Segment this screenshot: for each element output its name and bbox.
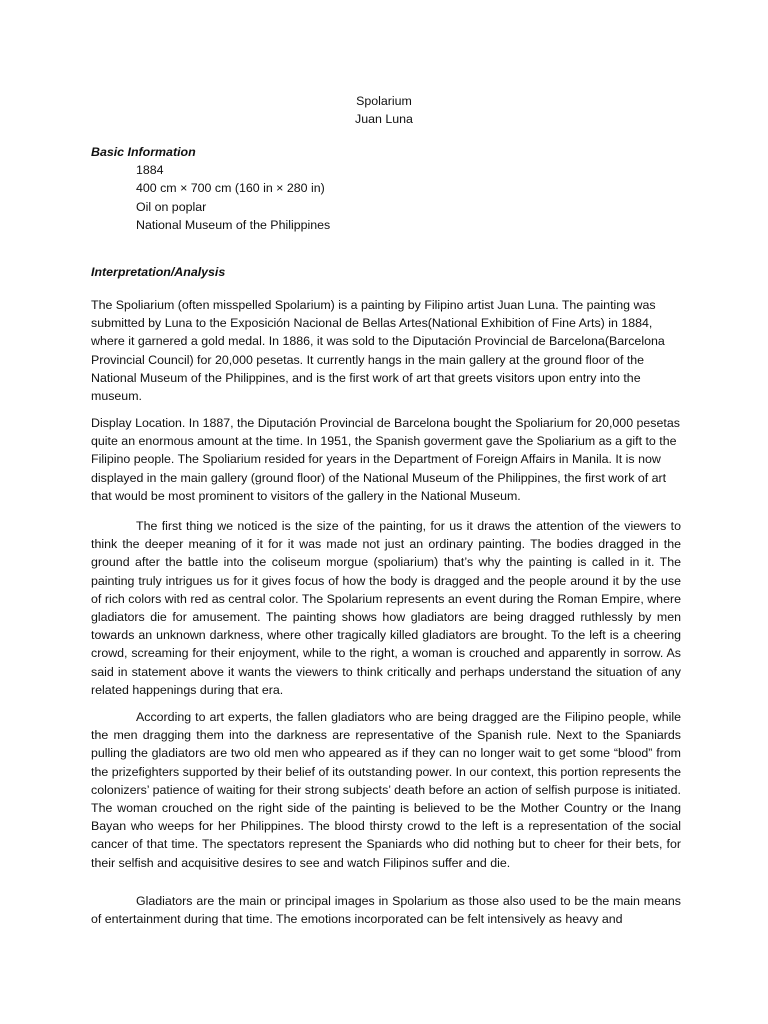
info-location: National Museum of the Philippines (136, 217, 331, 232)
basic-info-section (91, 143, 681, 234)
title-block (0, 92, 768, 128)
info-year: 1884 (136, 163, 164, 178)
analysis-heading-wrap (91, 263, 681, 281)
paragraph-display-location: Display Location. In 1887, the Diputación Provincial de Barcelona bought the Spoliarium for 20,000 pesetas quite an enormous amount at the time. In 1951, the Spanish goverment gave the Spoliarium as a gift to the Filipino people. The Spoliarium resided for years in the Department of Foreign Affairs in Manila. It is now displayed in the main gallery (ground floor) of the National Museum of the Philippines, the first work of art that would be most prominent to visitors of the gallery in the National Museum. (91, 416, 680, 503)
document-author: Juan Luna (355, 112, 413, 127)
basic-info-list (136, 161, 681, 234)
basic-info-heading: Basic Information (91, 145, 196, 159)
paragraph-gladiators: Gladiators are the main or principal images in Spolarium as those also used to be the main means of entertainment during that time. The emotions incorporated can be felt intensively as heavy and (91, 894, 681, 927)
analysis-heading: Interpretation/Analysis (91, 265, 226, 279)
paragraph-intro: The Spoliarium (often misspelled Spolarium) is a painting by Filipino artist Juan Luna. The painting was submitted by Luna to the Exposición Nacional de Bellas Artes(National Exhibition of Fine Arts) in 1884, where it garnered a gold medal. In 1886, it was sold to the Diputación Provincial de Barcelona(Barcelona Provincial Council) for 20,000 pesetas. It currently hangs in the main gallery at the ground floor of the National Museum of the Philippines, and is the first work of art that greets visitors upon entry into the museum. (91, 298, 665, 404)
paragraph-symbolism: According to art experts, the fallen gladiators who are being dragged are the Filipino people, while the men dragging them into the darkness are representative of the Spanish rule. Next to the Spaniards pulling the gladiators are two old men who appeared as if they can no longer wait to get some “blood” from the prizefighters supported by their belief of its outstanding power. In our context, this portion represents the colonizers’ patience of waiting for their strong subjects’ death before an action of selfish purpose is initiated. The woman crouched on the right side of the painting is believed to be the Mother Country or the Inang Bayan who weeps for her Philippines. The blood thirsty crowd to the left is a representation of the social cancer of that time. The spectators represent the Spaniards who did nothing but to cheer for their bets, for their selfish and acquisitive desires to see and watch Filipinos suffer and die. (91, 710, 681, 870)
paragraph-first-impression: The first thing we noticed is the size of the painting, for us it draws the attention of the viewers to think the deeper meaning of it for it was made not just an ordinary painting. The bodies dragged in the ground after the battle into the coliseum morgue (spoliarium) that’s why the painting is called in it. The painting truly intrigues us for it gives focus of how the body is dragged and the people around it by the use of rich colors with red as central color. The Spolarium represents an event during the Roman Empire, where gladiators die for amusement. The painting shows how gladiators are being dragged ruthlessly by men towards an unknown darkness, where other tragically killed gladiators are brought. To the left is a cheering crowd, screaming for their enjoyment, while to the right, a woman is crouched and apparently in sorrow. As said in statement above it wants the viewers to think critically and perhaps understand the situation of any related happenings during that era. (91, 519, 681, 697)
info-dimensions: 400 cm × 700 cm (160 in × 280 in) (136, 181, 325, 196)
document-title: Spolarium (356, 94, 412, 108)
info-medium: Oil on poplar (136, 199, 207, 214)
